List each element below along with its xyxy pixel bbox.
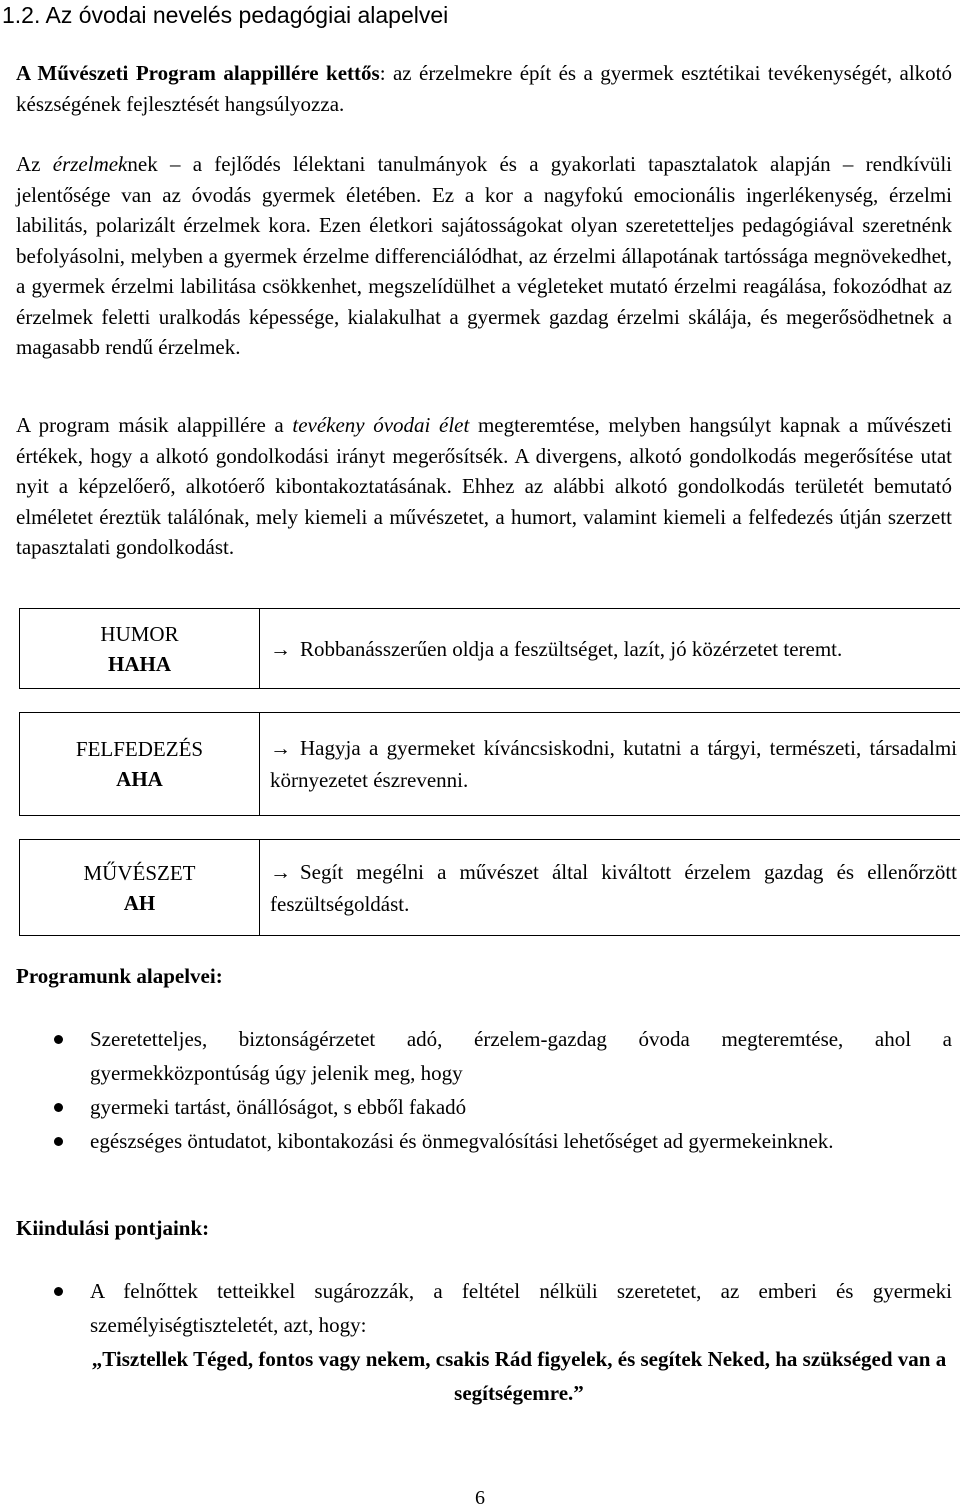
principles-list bbox=[16, 1022, 952, 1158]
emotions-text-b: nek – a fejlődés lélektani tanulmányok és a gyakorlati tapasztalatok alapján – rendkívüli jelentősége van az óvodás gyermek életében. Ez a kor a nagyfokú emocionális ingerlékenység, érzelmi labilitás, polarizált érzelmek kora. Ezen életkori sajátosságokat olyan szeretetteljes pedagógiával szeretnénk befolyásolni, melyben a gyermek érzelme differenciálódhat, az érzelmi állapotának tartóssága megnövekedhet, a gyermek érzelmi labilitása csökkenhet, megszelídülhet a végleteket mutató érzelmi reagálása, fokozódhat az érzelmek feletti uralkodás képessége, kialakulhat a gyermek gazdag érzelmi skálája, és megerősödhetnek a magasabb rendű érzelmek. bbox=[16, 152, 952, 359]
concept-label: HUMOR bbox=[100, 621, 179, 646]
emotions-text-a: Az bbox=[16, 152, 53, 176]
bullet-icon bbox=[54, 1137, 63, 1146]
list-item bbox=[16, 1274, 952, 1342]
concept-description: Robbanásszerűen oldja a feszültséget, lazít, jó közérzetet teremt. bbox=[300, 636, 843, 661]
concept-description-cell bbox=[260, 608, 960, 689]
concept-sublabel: AHA bbox=[116, 767, 163, 791]
activity-italic: tevékeny óvodai élet bbox=[292, 413, 470, 437]
emotions-italic: érzelmek bbox=[52, 152, 128, 176]
list-item-text: Szeretetteljes, biztonságérzetet adó, érzelem-gazdag óvoda megteremtése, ahol a gyermekközpontúság úgy jelenik meg, hogy bbox=[90, 1027, 952, 1085]
concept-label: MŰVÉSZET bbox=[83, 860, 196, 885]
activity-paragraph bbox=[16, 410, 952, 563]
concept-description-cell bbox=[260, 712, 960, 816]
concept-description-cell bbox=[260, 839, 960, 936]
arrow-right-icon: → bbox=[270, 859, 291, 884]
bullet-icon bbox=[54, 1103, 63, 1112]
list-item bbox=[16, 1090, 952, 1124]
concept-box-art bbox=[19, 839, 960, 936]
concept-box-humor bbox=[19, 608, 960, 689]
list-item-text: gyermeki tartást, önállóságot, s ebből fakadó bbox=[90, 1095, 467, 1119]
concept-label-cell bbox=[19, 712, 260, 816]
list-item-text: egészséges öntudatot, kibontakozási és önmegvalósítási lehetőséget ad gyermekeinknek. bbox=[90, 1129, 834, 1153]
list-item bbox=[16, 1022, 952, 1090]
page-number: 6 bbox=[475, 1487, 485, 1509]
concept-label-cell bbox=[19, 839, 260, 936]
starting-points-list bbox=[16, 1274, 952, 1342]
concept-sublabel: AH bbox=[123, 890, 156, 915]
activity-text-a: A program másik alappillére a bbox=[16, 413, 293, 437]
list-item-text: A felnőttek tetteikkel sugározzák, a feltétel nélküli szeretetet, az emberi és gyermeki személyiségtiszteletét, azt, hogy: bbox=[90, 1279, 952, 1337]
starting-points-heading: Kiindulási pontjaink: bbox=[16, 1216, 210, 1240]
motto-quote: „Tisztellek Téged, fontos vagy nekem, csakis Rád figyelek, és segítek Neked, ha szükséged van a segítségemre.” bbox=[91, 1347, 947, 1405]
emotions-paragraph bbox=[16, 149, 952, 363]
intro-bold: A Művészeti Program alappillére kettős bbox=[16, 61, 380, 85]
principles-heading: Programunk alapelvei: bbox=[16, 964, 223, 988]
arrow-right-icon: → bbox=[270, 736, 291, 760]
bullet-icon bbox=[54, 1035, 63, 1044]
arrow-right-icon: → bbox=[270, 636, 291, 661]
concept-description: Hagyja a gyermeket kíváncsiskodni, kutatni a tárgyi, természeti, társadalmi környezetet észrevenni. bbox=[270, 736, 957, 792]
list-item bbox=[16, 1124, 952, 1158]
concept-box-discovery bbox=[19, 712, 960, 816]
concept-label: FELFEDEZÉS bbox=[75, 737, 204, 761]
activity-text-b: megteremtése, melyben hangsúlyt kapnak a művészeti értékek, hogy a alkotó gondolkodási irányt megerősítsék. A divergens, alkotó gondolkodás megerősítése utat nyit a képzelőerő, alkotóerő kibontakoztatásának. Ehhez az alábbi alkotó gondolkodás területét bemutató elméletet éreztük találónak, mely kiemeli a művészetet, a humort, valamint kiemeli a felfedezés útján szerzett tapasztalati gondolkodást. bbox=[16, 413, 952, 559]
concept-sublabel: HAHA bbox=[108, 651, 171, 676]
bullet-icon bbox=[54, 1287, 63, 1296]
section-title: 1.2. Az óvodai nevelés pedagógiai alapelvei bbox=[2, 2, 449, 28]
concept-label-cell bbox=[19, 608, 260, 689]
concept-description: Segít megélni a művészet által kiváltott érzelem gazdag és ellenőrzött feszültségoldást. bbox=[270, 859, 957, 916]
intro-rest: : az érzelmekre épít és a gyermek esztétikai tevékenységét, alkotó készségének fejlesztését hangsúlyozza. bbox=[16, 61, 952, 116]
intro-paragraph bbox=[16, 58, 952, 119]
